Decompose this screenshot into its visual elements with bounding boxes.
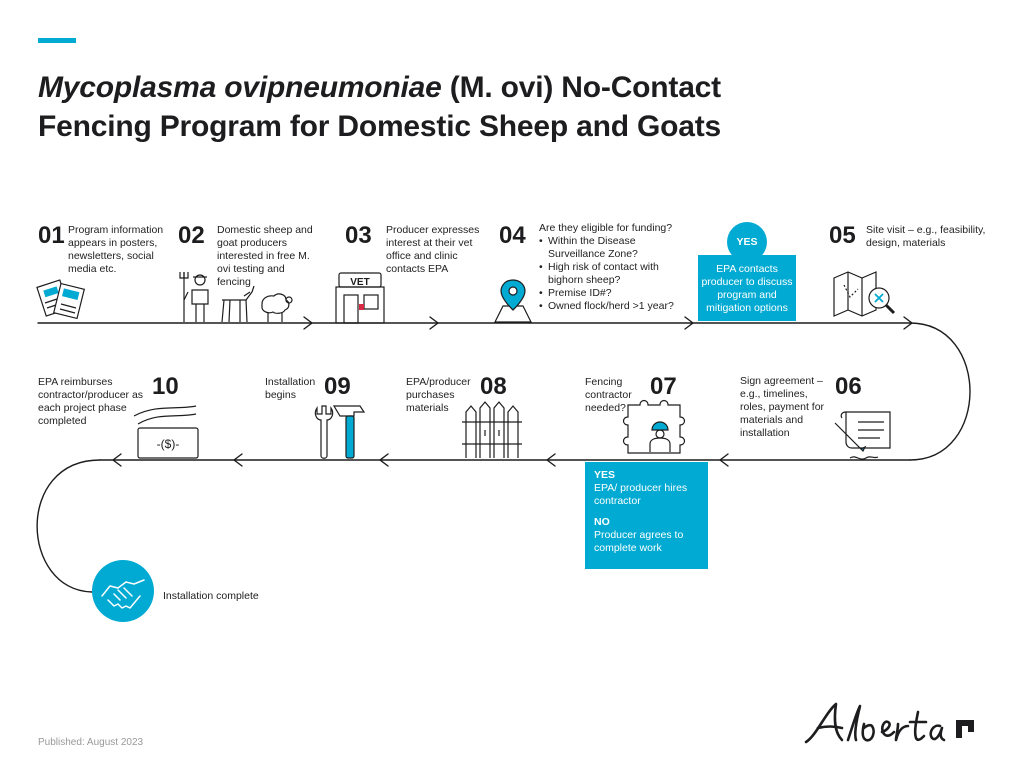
tools-icon [315,406,364,458]
step-06-text: Sign agreement – e.g., timelines, roles, payment for materials and installation [740,375,825,439]
step-02-number: 02 [178,222,205,249]
step-04-text [539,222,689,313]
title-line2: Fencing Program for Domestic Sheep and Goats [38,110,722,143]
step-10-number: 10 [152,373,179,400]
vet-sign-text: VET [350,277,370,288]
step-05-number: 05 [829,222,856,249]
handshake-circle [92,560,154,622]
alberta-logo [800,694,980,755]
step-04-yes-badge: YES [727,222,767,262]
list-item: • Owned flock/herd >1 year? [539,300,689,313]
step-01-text: Program information appears in posters, newsletters, social media etc. [68,224,164,275]
step-08-number: 08 [480,373,507,400]
list-item: • Within the Disease Surveillance Zone? [539,235,689,261]
step-09-number: 09 [324,373,351,400]
step-07-no-text: Producer agrees to complete work [594,529,684,554]
list-item: • High risk of contact with bighorn sheep? [539,261,689,287]
step-07-options-box [585,462,708,569]
step-02-text: Domestic sheep and goat producers interested in free M. ovi testing and fencing [217,224,313,288]
published-date: Published: August 2023 [38,737,144,748]
step-04-number: 04 [499,222,526,249]
step-04-question: Are they eligible for funding? [539,222,673,234]
step-07-no-label: NO [594,516,610,528]
step-05-text: Site visit – e.g., feasibility, design, materials [866,224,986,249]
step-04-yes-box: EPA contacts producer to discuss program and mitigation options [698,255,796,321]
step-07-yes-text: EPA/ producer hires contractor [594,482,688,507]
map-magnifier-icon [834,272,894,316]
title-rest: (M. ovi) No-Contact [441,71,721,104]
step-07-text: Fencing contractor needed? [585,376,632,414]
handshake-icon [92,560,154,622]
step-10-text: EPA reimburses contractor/producer as each project phase completed [38,376,144,427]
step-07-number: 07 [650,373,677,400]
step-01-number: 01 [38,222,65,249]
step-08-text: EPA/producer purchases materials [406,376,471,414]
map-pin-icon [495,280,531,322]
contract-pen-icon [835,412,890,459]
installation-complete-label: Installation complete [163,590,259,602]
eligibility-list [539,235,689,313]
step-06-number: 06 [835,373,862,400]
alberta-logo-icon [800,694,980,750]
money-label: -($)- [156,437,180,451]
list-item: • Premise ID#? [539,287,689,300]
step-09-text: Installation begins [265,376,316,401]
step-07-yes-label: YES [594,469,616,481]
title-italic: Mycoplasma ovipneumoniae [38,71,442,104]
step-03-number: 03 [345,222,372,249]
posters-icon [37,280,84,318]
step-03-text: Producer expresses interest at their vet office and clinic contacts EPA [386,224,480,275]
